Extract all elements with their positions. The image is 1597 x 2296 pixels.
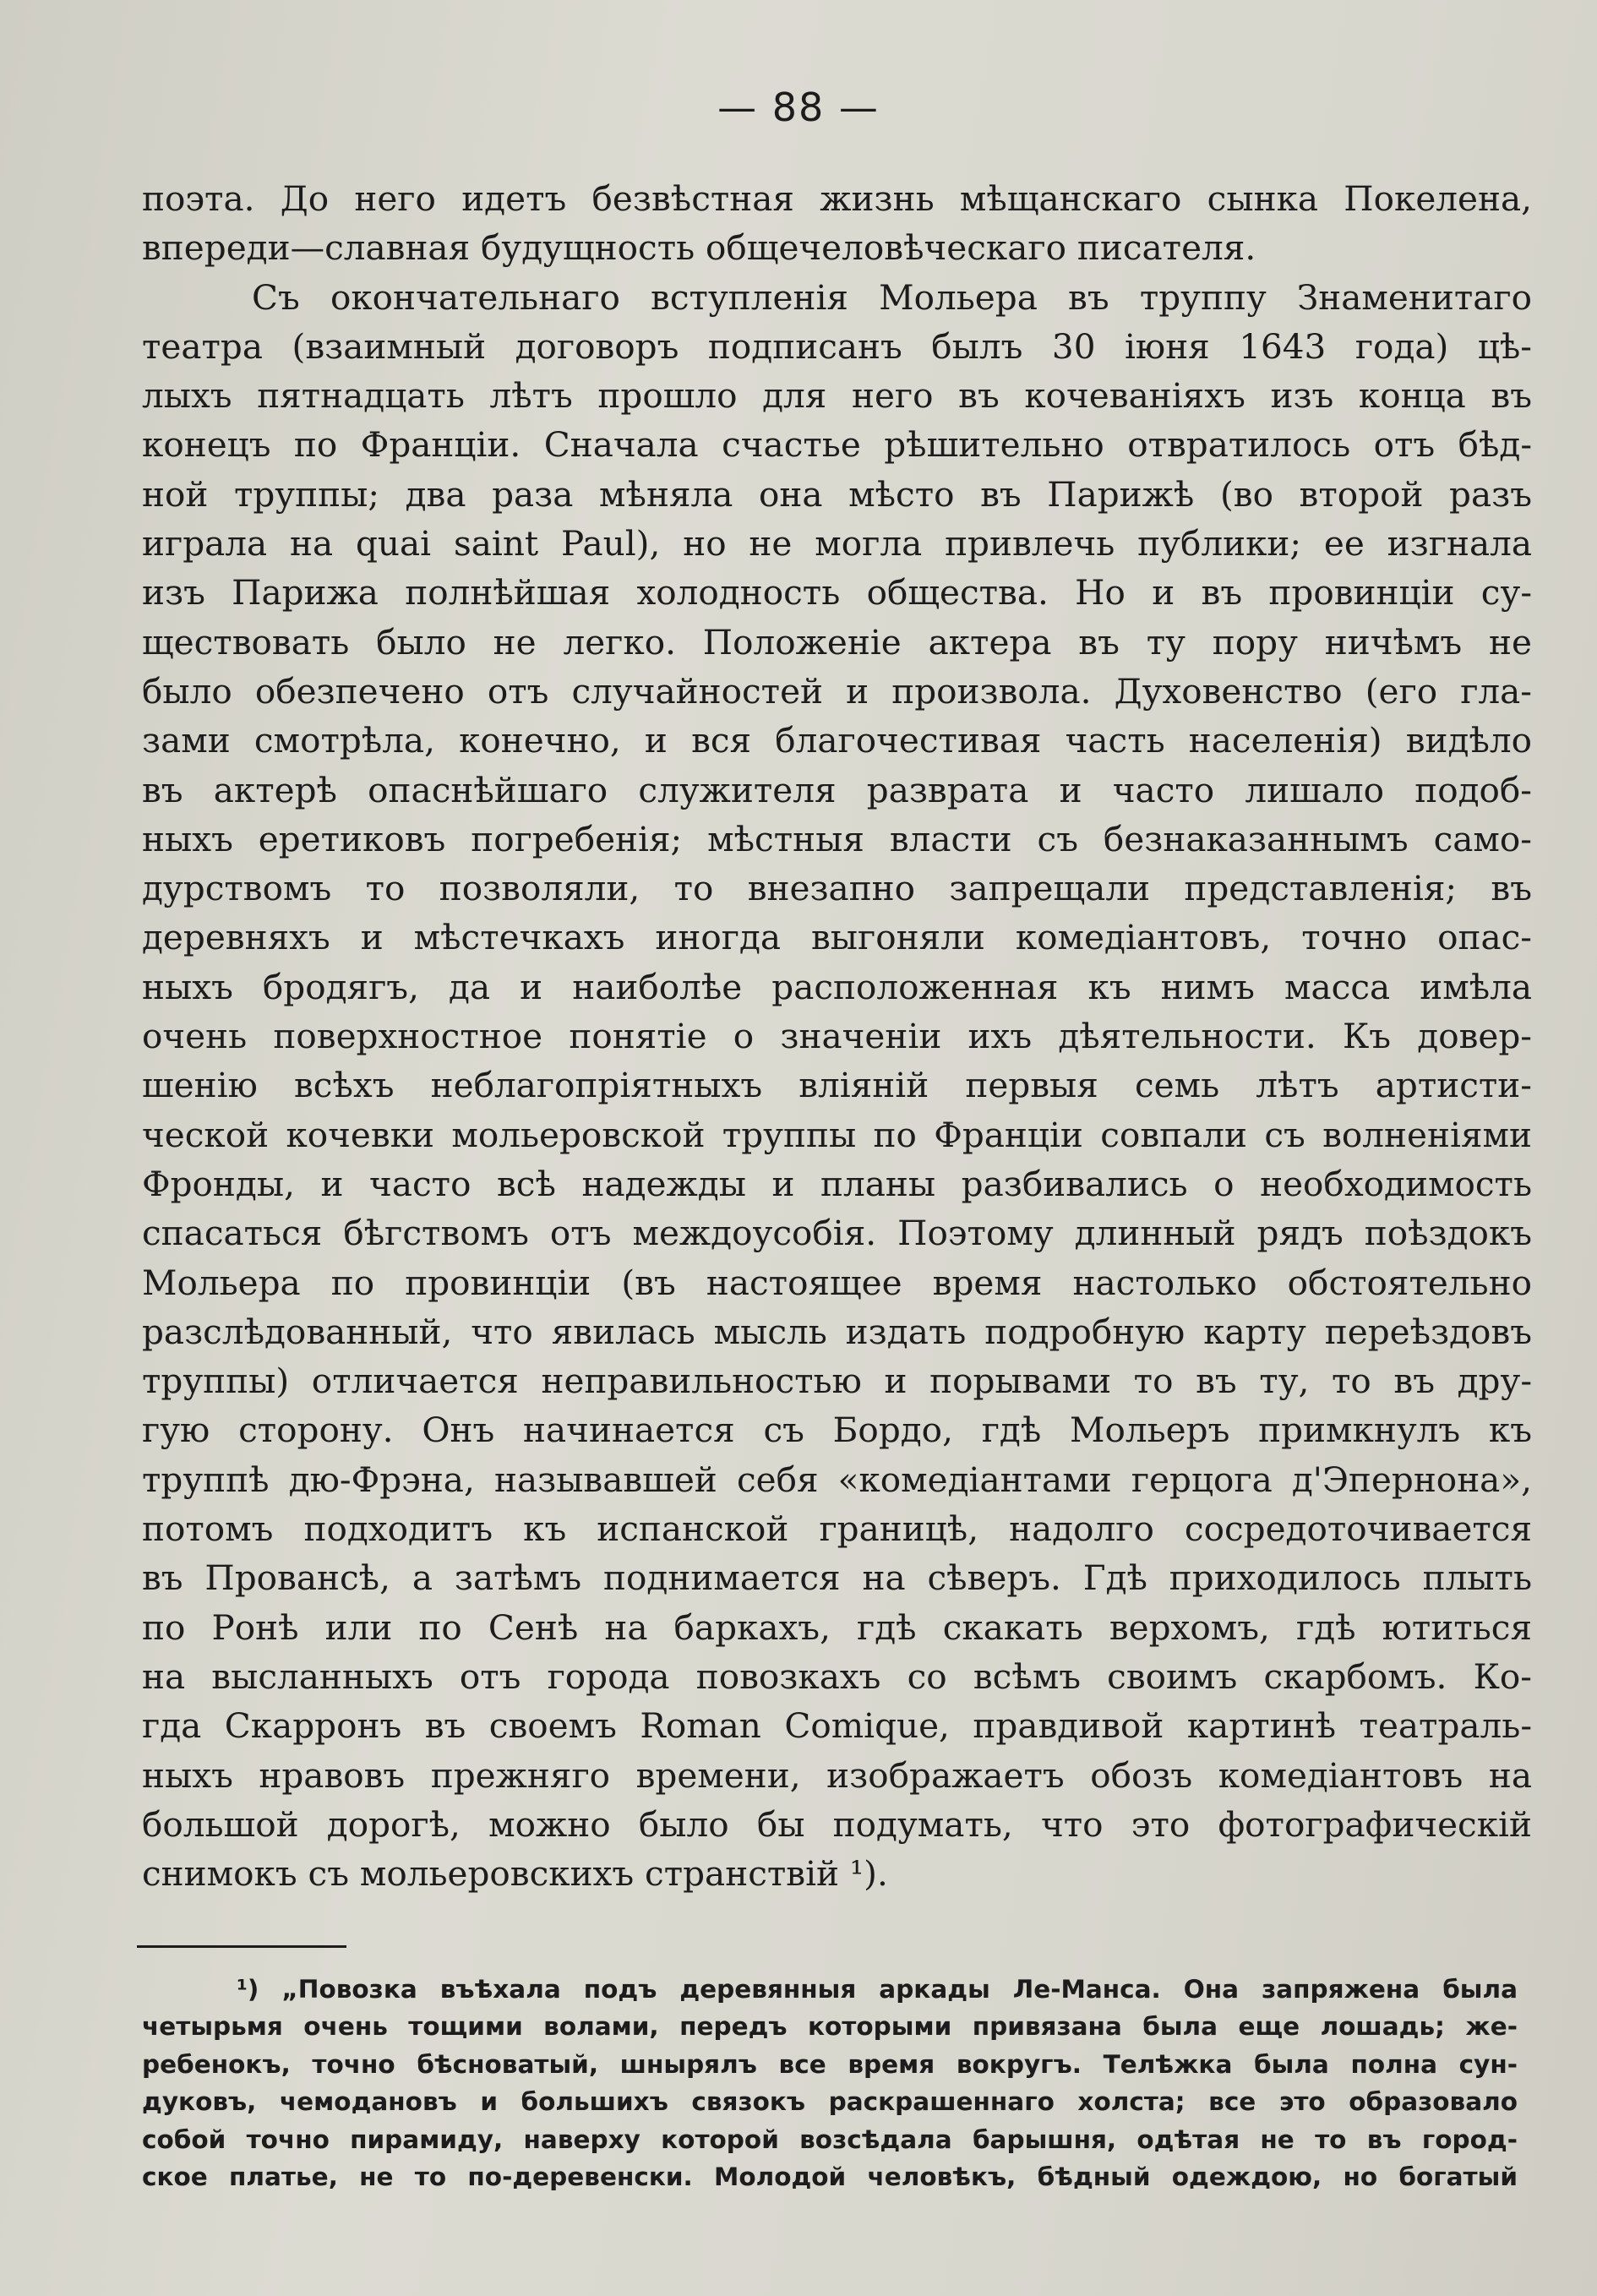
text-line: ныхъ еретиковъ погребенія; мѣстныя власти съ безнаказаннымъ само- <box>142 818 1532 859</box>
footnote-line: ское платье, не то по-деревенски. Молодой человѣкъ, бѣдный одеждою, но богатый <box>142 2162 1518 2191</box>
footnote-line: четырьмя очень тощими волами, передъ которыми привязана была еще лошадь; же- <box>142 2012 1518 2042</box>
footnote-line: ¹) „Повозка въѣхала подъ деревянныя аркады Ле-Манса. Она запряжена была <box>237 1975 1518 2004</box>
text-line: ныхъ бродягъ, да и наиболѣе расположенная къ нимъ масса имѣла <box>142 966 1532 1007</box>
text-line: ществовать было не легко. Положеніе актера въ ту пору ничѣмъ не <box>142 621 1532 663</box>
main-text <box>142 174 1532 1898</box>
text-line: гда Скарронъ въ своемъ Roman Comique, правдивой картинѣ театраль- <box>142 1705 1532 1747</box>
text-line: Фронды, и часто всѣ надежды и планы разбивались о необходимость <box>142 1163 1532 1204</box>
text-line: шенію всѣхъ неблагопріятныхъ вліяній первыя семь лѣтъ артисти- <box>142 1065 1532 1106</box>
text-line: потомъ подходитъ къ испанской границѣ, надолго сосредоточивается <box>142 1508 1532 1550</box>
text-line: поэта. До него идетъ безвѣстная жизнь мѣщанскаго сынка Покелена, <box>142 178 1532 219</box>
text-line: деревняхъ и мѣстечкахъ иногда выгоняли комедіантовъ, точно опас- <box>142 917 1532 958</box>
text-line: на высланныхъ отъ города повозкахъ со всѣмъ своимъ скарбомъ. Ко- <box>142 1655 1532 1697</box>
text-line: ныхъ нравовъ прежняго времени, изображаетъ обозъ комедіантовъ на <box>142 1754 1532 1796</box>
footnote-divider <box>137 1945 346 1948</box>
text-line: дурствомъ то позволяли, то внезапно запрещали представленія; въ <box>142 868 1532 909</box>
text-line: ческой кочевки мольеровской труппы по Франціи совпали съ волненіями <box>142 1114 1532 1155</box>
text-line: труппы) отличается неправильностью и порывами то въ ту, то въ дру- <box>142 1361 1532 1402</box>
text-line: въ Провансѣ, а затѣмъ поднимается на сѣверъ. Гдѣ приходилось плыть <box>142 1557 1532 1599</box>
footnote-line: собой точно пирамиду, наверху которой возсѣдала барышня, одѣтая не то въ город- <box>142 2124 1518 2154</box>
text-line: снимокъ съ мольеровскихъ странствій ¹). <box>142 1853 888 1895</box>
footnote-line: дуковъ, чемодановъ и большихъ связокъ раскрашеннаго холста; все это образовало <box>142 2087 1518 2117</box>
text-line: спасаться бѣгствомъ отъ междоусобія. Поэтому длинный рядъ поѣздокъ <box>142 1213 1532 1254</box>
text-line: Съ окончательнаго вступленія Мольера въ труппу Знаменитаго <box>252 276 1532 318</box>
text-line: конецъ по Франціи. Сначала счастье рѣшительно отвратилось отъ бѣд- <box>142 424 1532 466</box>
text-line: впереди—славная будущность общечеловѣческаго писателя. <box>142 227 1256 269</box>
footnote-line: ребенокъ, точно бѣсноватый, шнырялъ все время вокругъ. Телѣжка была полна сун- <box>142 2049 1518 2079</box>
text-line: большой дорогѣ, можно было бы подумать, что это фотографическій <box>142 1803 1532 1845</box>
text-line: въ актерѣ опаснѣйшаго служителя разврата и часто лишало подоб- <box>142 769 1532 810</box>
text-line: играла на quai saint Paul), но не могла привлечь публики; ее изгнала <box>142 523 1532 564</box>
text-line: было обезпечено отъ случайностей и произвола. Духовенство (его гла- <box>142 670 1532 712</box>
text-line: Мольера по провинціи (въ настоящее время настолько обстоятельно <box>142 1262 1532 1303</box>
footnote <box>142 1971 1518 2195</box>
text-line: гую сторону. Онъ начинается съ Бордо, гдѣ Мольеръ примкнулъ къ <box>142 1410 1532 1451</box>
text-line: очень поверхностное понятіе о значеніи ихъ дѣятельности. Къ довер- <box>142 1016 1532 1057</box>
text-line: лыхъ пятнадцать лѣтъ прошло для него въ кочеваніяхъ изъ конца въ <box>142 375 1532 417</box>
text-line: по Ронѣ или по Сенѣ на баркахъ, гдѣ скакать верхомъ, гдѣ ютиться <box>142 1606 1532 1648</box>
text-line: ной труппы; два раза мѣняла она мѣсто въ Парижѣ (во второй разъ <box>142 473 1532 515</box>
page-number: — 88 — <box>717 85 880 130</box>
text-line: театра (взаимный договоръ подписанъ былъ 30 іюня 1643 года) цѣ- <box>142 325 1532 367</box>
text-line: изъ Парижа полнѣйшая холодность общества. Но и въ провинціи су- <box>142 572 1532 614</box>
text-line: зами смотрѣла, конечно, и вся благочестивая часть населенія) видѣло <box>142 720 1532 761</box>
text-line: труппѣ дю-Фрэна, называвшей себя «комедіантами герцога д'Эпернона», <box>142 1459 1532 1500</box>
text-line: разслѣдованный, что явилась мысль издать подробную карту переѣздовъ <box>142 1311 1532 1352</box>
